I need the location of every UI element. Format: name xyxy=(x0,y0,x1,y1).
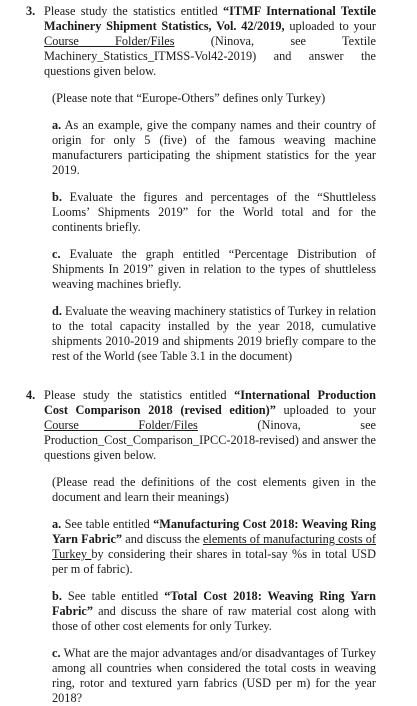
sub-question-a xyxy=(44,118,376,178)
question-number: 4. xyxy=(26,388,36,402)
sub-question-label: a. xyxy=(52,517,62,531)
intro-text: uploaded to your xyxy=(275,403,376,417)
sub-question-label: a. xyxy=(52,118,62,132)
sub-question-text: and discuss the share of raw material cost along with those of other cost elements for only Turkey. xyxy=(52,604,376,633)
sub-question-c xyxy=(44,247,376,292)
sub-question-b xyxy=(44,589,376,634)
intro-text: Please study the statistics entitled xyxy=(44,4,223,18)
table-title: “Total Cost 2018: Weaving Ring Yarn Fabric” xyxy=(52,589,377,618)
document-title: “International Production Cost Comparison 2018 (revised edition)” xyxy=(44,388,376,417)
sub-question-text: As an example, give the company names and their country of origin for only 5 (five) of the famous weaving machine manufacturers participating the shipment statistics for the year 2019. xyxy=(52,118,376,177)
sub-question-text: by considering their shares in total-say %s in total USD per m of fabric). xyxy=(52,547,377,576)
sub-question-text: Evaluate the weaving machinery statistics of Turkey in relation to the total capacity installed by the year 2018, cumulative shipments 2010-2019 and shipments 2019 briefly compare to the rest of the World (see Table 3.1 in the document) xyxy=(52,304,376,363)
sub-question-text: See table entitled xyxy=(61,589,165,603)
underlined-text: elements of manufacturing costs of Turkey xyxy=(52,532,376,561)
sub-question-c xyxy=(44,646,376,706)
question-number: 3. xyxy=(26,4,36,18)
sub-question-text: Evaluate the figures and percentages of the “Shuttleless Looms’ Shipments 2019” for the World total and for the continents briefly. xyxy=(52,190,376,234)
sub-question-text: What are the major advantages and/or disadvantages of Turkey among all countries when considered the total costs in weaving ring, rotor and textured yarn fabrics (USD per m) for the year 2018? xyxy=(52,646,376,705)
sub-question-text: See table entitled xyxy=(61,517,154,531)
sub-question-b xyxy=(44,190,376,235)
course-folder-link[interactable]: Course Folder/Files xyxy=(44,418,198,432)
intro-text: uploaded to your xyxy=(284,19,376,33)
note: (Please note that “Europe-Others” defines only Turkey) xyxy=(52,91,326,105)
intro-text: (Ninova, see Production_Cost_Comparison_IPCC-2018-revised) and answer the questions given below. xyxy=(44,418,376,462)
sub-question-label: b. xyxy=(52,589,62,603)
sub-question-label: c. xyxy=(52,247,61,261)
question-intro xyxy=(44,4,376,79)
sub-question-d xyxy=(44,304,376,364)
question-intro xyxy=(44,388,376,463)
sub-question-a xyxy=(44,517,376,577)
sub-question-label: d. xyxy=(52,304,62,318)
question-4 xyxy=(26,388,377,706)
course-folder-link[interactable]: Course Folder/Files xyxy=(44,34,175,48)
intro-text: Please study the statistics entitled xyxy=(44,388,235,402)
sub-question-label: b. xyxy=(52,190,62,204)
table-title: “Manufacturing Cost 2018: Weaving Ring Yarn Fabric” xyxy=(52,517,376,546)
question-3 xyxy=(26,4,376,364)
sub-question-text: Evaluate the graph entitled “Percentage Distribution of Shipments In 2019” given in relation to the types of shuttleless weaving machines briefly. xyxy=(52,247,376,291)
intro-text: (Ninova, see Textile Machinery_Statistics_ITMSS-Vol42-2019) and answer the questions given below. xyxy=(44,34,376,78)
sub-question-text: and discuss the xyxy=(122,532,203,546)
sub-question-label: c. xyxy=(52,646,61,660)
document-title: “ITMF International Textile Machinery Shipment Statistics, Vol. 42/2019, xyxy=(44,4,376,33)
note: (Please read the definitions of the cost elements given in the document and learn their meanings) xyxy=(52,475,376,504)
